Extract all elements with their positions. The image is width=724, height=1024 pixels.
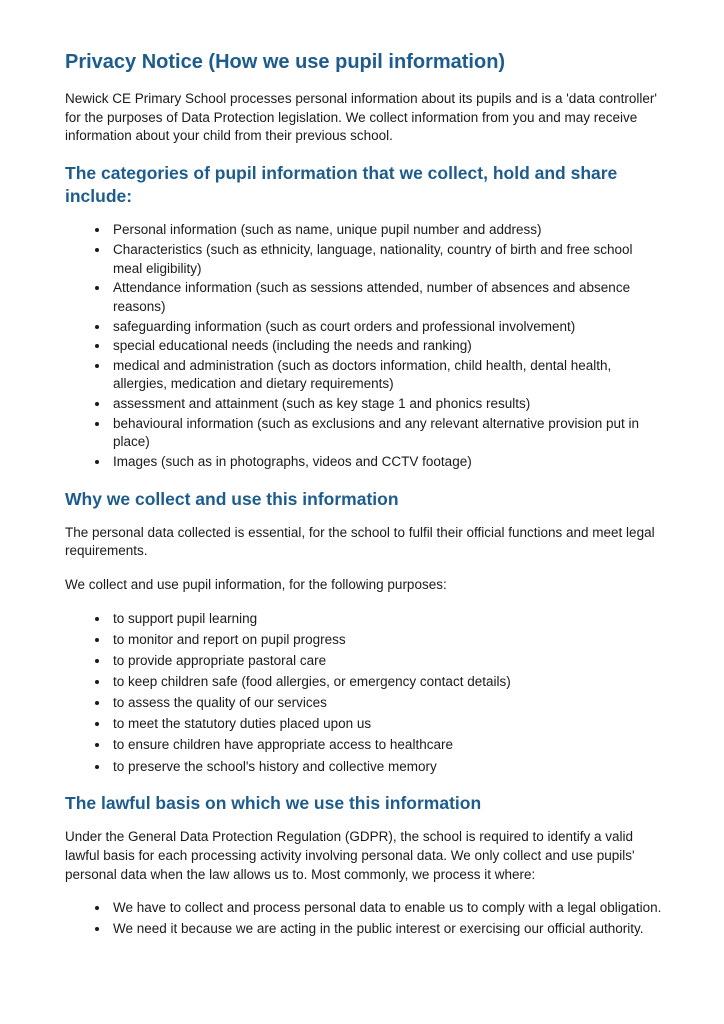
- document-title: Privacy Notice (How we use pupil information): [65, 51, 506, 73]
- list-item: • to keep children safe (food allergies, or emergency contact details): [110, 673, 662, 692]
- section-why-we-collect-heading: Why we collect and use this information: [65, 488, 399, 509]
- section-categories: [65, 162, 662, 472]
- list-item: • Images (such as in photographs, videos and CCTV footage): [110, 453, 662, 472]
- why-paragraph-essential: The personal data collected is essential, for the school to fulfil their official functions and meet legal requirements.: [65, 524, 655, 559]
- list-item: • Personal information (such as name, unique pupil number and address): [110, 221, 662, 240]
- purposes-bullet-list: [65, 610, 662, 777]
- list-item: • We have to collect and process personal data to enable us to comply with a legal obligation.: [110, 899, 662, 918]
- lawful-basis-bullet-list: [65, 899, 662, 938]
- list-item: • to meet the statutory duties placed upon us: [110, 715, 662, 734]
- list-item: • Attendance information (such as sessions attended, number of absences and absence reasons): [110, 279, 662, 316]
- list-item: • to assess the quality of our services: [110, 694, 662, 713]
- section-lawful-basis: [65, 792, 662, 938]
- list-item: • Characteristics (such as ethnicity, language, nationality, country of birth and free school meal eligibility): [110, 241, 662, 278]
- list-item: • We need it because we are acting in the public interest or exercising our official authority.: [110, 920, 662, 939]
- list-item: • special educational needs (including the needs and ranking): [110, 337, 662, 356]
- section-categories-heading: The categories of pupil information that we collect, hold and share include:: [65, 162, 618, 207]
- list-item: • medical and administration (such as doctors information, child health, dental health, allergies, medication and dietary requirements): [110, 357, 662, 394]
- section-lawful-basis-heading: The lawful basis on which we use this information: [65, 793, 482, 814]
- list-item: • to monitor and report on pupil progress: [110, 631, 662, 650]
- list-item: • assessment and attainment (such as key stage 1 and phonics results): [110, 395, 662, 414]
- intro-paragraph: Newick CE Primary School processes personal information about its pupils and is a 'data controller' for the purposes of Data Protection legislation. We collect information from you and may receive information about your child from their previous school.: [65, 91, 657, 144]
- list-item: • safeguarding information (such as court orders and professional involvement): [110, 318, 662, 337]
- list-item: • behavioural information (such as exclusions and any relevant alternative provision put in place): [110, 415, 662, 452]
- list-item: • to provide appropriate pastoral care: [110, 652, 662, 671]
- list-item: • to preserve the school's history and collective memory: [110, 758, 662, 777]
- list-item: • to support pupil learning: [110, 610, 662, 629]
- section-why-we-collect: [65, 488, 662, 777]
- categories-bullet-list: [65, 221, 662, 471]
- list-item: • to ensure children have appropriate access to healthcare: [110, 736, 662, 755]
- why-paragraph-purposes-lead: We collect and use pupil information, for the following purposes:: [65, 577, 447, 593]
- lawful-basis-paragraph: Under the General Data Protection Regulation (GDPR), the school is required to identify a valid lawful basis for each processing activity involving personal data. We only collect and use pupils' personal data when the law allows us to. Most commonly, we process it where:: [65, 829, 635, 882]
